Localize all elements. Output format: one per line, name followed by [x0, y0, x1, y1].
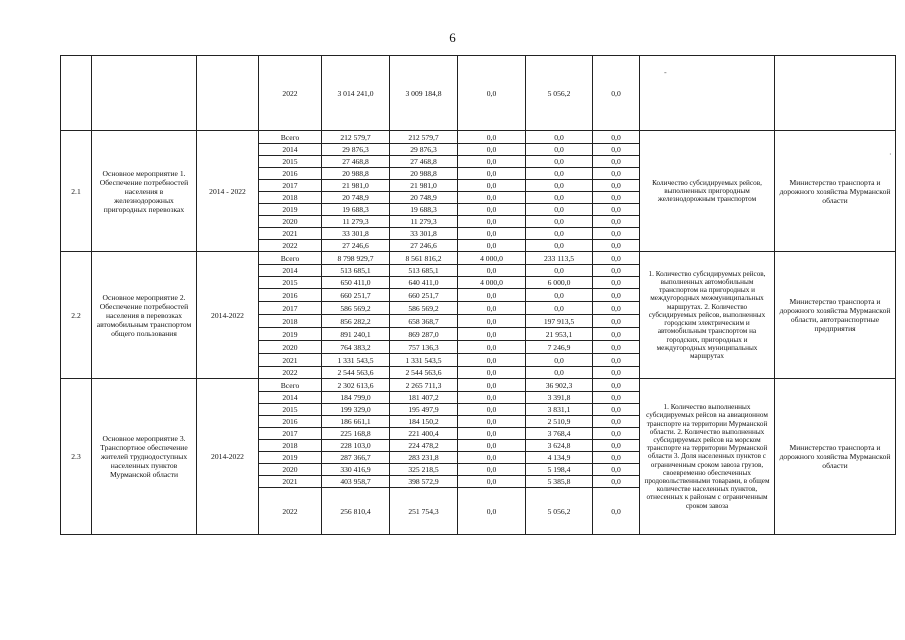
regional-cell: 251 754,3 [390, 488, 458, 535]
table-body [61, 56, 896, 535]
total-cell: 186 661,1 [322, 416, 390, 428]
regional-cell: 184 150,2 [390, 416, 458, 428]
year-cell: 2021 [259, 228, 322, 240]
year-cell: 2020 [259, 216, 322, 228]
year-cell: 2018 [259, 440, 322, 452]
page-number: 6 [449, 30, 456, 45]
year-cell: 2018 [259, 192, 322, 204]
period-cell [197, 56, 259, 131]
federal-cell: 0,0 [458, 216, 526, 228]
regional-cell: 658 368,7 [390, 315, 458, 328]
total-cell: 21 981,0 [322, 180, 390, 192]
indicator-cell [640, 56, 775, 131]
other-cell: 0,0 [593, 379, 640, 392]
other-cell: 0,0 [593, 168, 640, 180]
table-row [61, 379, 896, 392]
year-cell: 2017 [259, 428, 322, 440]
row-number-cell: 2.2 [61, 252, 92, 379]
municipal-cell: 197 913,5 [526, 315, 593, 328]
executor-cell: Министерство транспорта и дорожного хозяйства Мурманской области [775, 379, 896, 535]
municipal-cell: 0,0 [526, 354, 593, 367]
municipal-cell: 0,0 [526, 228, 593, 240]
federal-cell: 0,0 [458, 302, 526, 315]
municipal-cell: 233 113,5 [526, 252, 593, 265]
municipal-cell: 0,0 [526, 216, 593, 228]
table-row [61, 131, 896, 144]
regional-cell: 27 246,6 [390, 240, 458, 252]
municipal-cell: 5 056,2 [526, 56, 593, 131]
municipal-cell: 5 385,8 [526, 476, 593, 488]
regional-cell: 660 251,7 [390, 289, 458, 302]
federal-cell: 4 000,0 [458, 277, 526, 289]
federal-cell: 0,0 [458, 131, 526, 144]
municipal-cell: 36 902,3 [526, 379, 593, 392]
activity-cell [92, 56, 197, 131]
federal-cell: 0,0 [458, 379, 526, 392]
federal-cell: 0,0 [458, 328, 526, 341]
municipal-cell: 0,0 [526, 204, 593, 216]
federal-cell: 0,0 [458, 392, 526, 404]
federal-cell: 0,0 [458, 341, 526, 354]
federal-cell: 0,0 [458, 228, 526, 240]
year-cell: 2018 [259, 315, 322, 328]
year-cell: Всего [259, 379, 322, 392]
activity-cell: Основное мероприятие 2. Обеспечение потребностей населения в перевозках автомобильным транспортом общего пользования [92, 252, 197, 379]
total-cell: 228 103,0 [322, 440, 390, 452]
federal-cell: 0,0 [458, 476, 526, 488]
executor-cell: Министерство транспорта и дорожного хозяйства Мурманской области [775, 131, 896, 252]
indicator-cell: 1. Количество выполненных субсидируемых рейсов на авиационном транспорте на территории Мурманской области. 2. Количество выполненных субсидируемых рейсов на морском транспорте на территории Мурманской области 3. Доля населенных пунктов с ограниченным сроком завоза грузов, своевременно обеспеченных продовольственными товарами, в общем количестве населенных пунктов, отнесенных к районам с ограниченным сроком завоза [640, 379, 775, 535]
municipal-cell: 3 831,1 [526, 404, 593, 416]
other-cell: 0,0 [593, 180, 640, 192]
total-cell: 2 544 563,6 [322, 367, 390, 379]
year-cell: 2016 [259, 168, 322, 180]
other-cell: 0,0 [593, 328, 640, 341]
municipal-cell: 7 246,9 [526, 341, 593, 354]
municipal-cell: 0,0 [526, 180, 593, 192]
row-number-cell: 2.1 [61, 131, 92, 252]
total-cell: 225 168,8 [322, 428, 390, 440]
year-cell: 2019 [259, 452, 322, 464]
regional-cell: 221 400,4 [390, 428, 458, 440]
regional-cell: 869 287,0 [390, 328, 458, 341]
year-cell: 2022 [259, 488, 322, 535]
year-cell: 2014 [259, 144, 322, 156]
year-cell: 2021 [259, 354, 322, 367]
executor-cell [775, 56, 896, 131]
year-cell: Всего [259, 252, 322, 265]
federal-cell: 0,0 [458, 289, 526, 302]
federal-cell: 0,0 [458, 168, 526, 180]
municipal-cell: 0,0 [526, 265, 593, 277]
row-number-cell [61, 56, 92, 131]
other-cell: 0,0 [593, 428, 640, 440]
federal-cell: 0,0 [458, 488, 526, 535]
regional-cell: 33 301,8 [390, 228, 458, 240]
regional-cell: 2 544 563,6 [390, 367, 458, 379]
municipal-cell: 21 953,1 [526, 328, 593, 341]
other-cell: 0,0 [593, 56, 640, 131]
total-cell: 20 748,9 [322, 192, 390, 204]
total-cell: 20 988,8 [322, 168, 390, 180]
other-cell: 0,0 [593, 416, 640, 428]
municipal-cell: 0,0 [526, 168, 593, 180]
executor-cell: Министерство транспорта и дорожного хозяйства Мурманской области, автотранспортные предприятия [775, 252, 896, 379]
total-cell: 764 383,2 [322, 341, 390, 354]
regional-cell: 398 572,9 [390, 476, 458, 488]
total-cell: 27 246,6 [322, 240, 390, 252]
federal-cell: 0,0 [458, 144, 526, 156]
scan-mark: - [664, 68, 667, 77]
municipal-cell: 3 624,8 [526, 440, 593, 452]
year-cell: 2020 [259, 464, 322, 476]
regional-cell: 29 876,3 [390, 144, 458, 156]
federal-cell: 0,0 [458, 315, 526, 328]
other-cell: 0,0 [593, 392, 640, 404]
federal-cell: 0,0 [458, 452, 526, 464]
year-cell: 2014 [259, 265, 322, 277]
regional-cell: 20 988,8 [390, 168, 458, 180]
municipal-cell: 0,0 [526, 131, 593, 144]
municipal-cell: 5 056,2 [526, 488, 593, 535]
other-cell: 0,0 [593, 488, 640, 535]
other-cell: 0,0 [593, 156, 640, 168]
total-cell: 199 329,0 [322, 404, 390, 416]
other-cell: 0,0 [593, 464, 640, 476]
table-row [61, 56, 896, 131]
total-cell: 856 282,2 [322, 315, 390, 328]
year-cell: 2015 [259, 404, 322, 416]
other-cell: 0,0 [593, 440, 640, 452]
regional-cell: 283 231,8 [390, 452, 458, 464]
other-cell: 0,0 [593, 252, 640, 265]
other-cell: 0,0 [593, 452, 640, 464]
federal-cell: 0,0 [458, 416, 526, 428]
year-cell: 2017 [259, 302, 322, 315]
year-cell: 2019 [259, 328, 322, 341]
other-cell: 0,0 [593, 315, 640, 328]
year-cell: 2022 [259, 240, 322, 252]
federal-cell: 0,0 [458, 204, 526, 216]
total-cell: 403 958,7 [322, 476, 390, 488]
federal-cell: 0,0 [458, 240, 526, 252]
municipal-cell: 4 134,9 [526, 452, 593, 464]
year-cell: 2016 [259, 416, 322, 428]
regional-cell: 212 579,7 [390, 131, 458, 144]
municipal-cell: 0,0 [526, 240, 593, 252]
municipal-cell: 6 000,0 [526, 277, 593, 289]
year-cell: Всего [259, 131, 322, 144]
year-cell: 2017 [259, 180, 322, 192]
total-cell: 586 569,2 [322, 302, 390, 315]
municipal-cell: 0,0 [526, 367, 593, 379]
year-cell: 2015 [259, 277, 322, 289]
municipal-cell: 0,0 [526, 144, 593, 156]
regional-cell: 3 009 184,8 [390, 56, 458, 131]
total-cell: 3 014 241,0 [322, 56, 390, 131]
year-cell: 2014 [259, 392, 322, 404]
federal-cell: 0,0 [458, 354, 526, 367]
row-number-cell: 2.3 [61, 379, 92, 535]
regional-cell: 181 407,2 [390, 392, 458, 404]
federal-cell: 0,0 [458, 192, 526, 204]
regional-cell: 11 279,3 [390, 216, 458, 228]
regional-cell: 27 468,8 [390, 156, 458, 168]
indicator-cell: 1. Количество субсидируемых рейсов, выполненных автомобильным транспортом на пригородных и междугородных межмуниципальных маршрутах. 2. Количество субсидируемых рейсов, выполненных городским электрическим и автомобильным транспортом на городских, пригородных и междугородных муниципальных маршрутах [640, 252, 775, 379]
year-cell: 2019 [259, 204, 322, 216]
regional-cell: 20 748,9 [390, 192, 458, 204]
year-cell: 2022 [259, 56, 322, 131]
other-cell: 0,0 [593, 404, 640, 416]
regional-cell: 2 265 711,3 [390, 379, 458, 392]
federal-cell: 4 000,0 [458, 252, 526, 265]
total-cell: 184 799,0 [322, 392, 390, 404]
federal-cell: 0,0 [458, 464, 526, 476]
other-cell: 0,0 [593, 277, 640, 289]
total-cell: 19 688,3 [322, 204, 390, 216]
activity-cell: Основное мероприятие 3. Транспортное обеспечение жителей труднодоступных населенных пунктов Мурманской области [92, 379, 197, 535]
total-cell: 8 798 929,7 [322, 252, 390, 265]
regional-cell: 640 411,0 [390, 277, 458, 289]
indicator-cell: Количество субсидируемых рейсов, выполненных пригородным железнодорожным транспортом [640, 131, 775, 252]
other-cell: 0,0 [593, 240, 640, 252]
other-cell: 0,0 [593, 192, 640, 204]
total-cell: 212 579,7 [322, 131, 390, 144]
total-cell: 256 810,4 [322, 488, 390, 535]
other-cell: 0,0 [593, 354, 640, 367]
total-cell: 891 240,1 [322, 328, 390, 341]
regional-cell: 586 569,2 [390, 302, 458, 315]
year-cell: 2016 [259, 289, 322, 302]
total-cell: 650 411,0 [322, 277, 390, 289]
other-cell: 0,0 [593, 228, 640, 240]
period-cell: 2014 - 2022 [197, 131, 259, 252]
regional-cell: 21 981,0 [390, 180, 458, 192]
year-cell: 2021 [259, 476, 322, 488]
total-cell: 287 366,7 [322, 452, 390, 464]
activity-cell: Основное мероприятие 1. Обеспечение потребностей населения в железнодорожных пригородных перевозках [92, 131, 197, 252]
federal-cell: 0,0 [458, 367, 526, 379]
other-cell: 0,0 [593, 131, 640, 144]
period-cell: 2014-2022 [197, 379, 259, 535]
other-cell: 0,0 [593, 302, 640, 315]
year-cell: 2020 [259, 341, 322, 354]
scan-mark: · [889, 150, 892, 159]
other-cell: 0,0 [593, 289, 640, 302]
regional-cell: 195 497,9 [390, 404, 458, 416]
year-cell: 2015 [259, 156, 322, 168]
total-cell: 513 685,1 [322, 265, 390, 277]
federal-cell: 0,0 [458, 180, 526, 192]
program-table [60, 55, 896, 535]
other-cell: 0,0 [593, 367, 640, 379]
federal-cell: 0,0 [458, 56, 526, 131]
municipal-cell: 2 510,9 [526, 416, 593, 428]
municipal-cell: 0,0 [526, 192, 593, 204]
municipal-cell: 0,0 [526, 289, 593, 302]
municipal-cell: 0,0 [526, 302, 593, 315]
municipal-cell: 0,0 [526, 156, 593, 168]
other-cell: 0,0 [593, 341, 640, 354]
other-cell: 0,0 [593, 216, 640, 228]
municipal-cell: 3 391,8 [526, 392, 593, 404]
federal-cell: 0,0 [458, 428, 526, 440]
table-row [61, 252, 896, 265]
total-cell: 11 279,3 [322, 216, 390, 228]
municipal-cell: 5 198,4 [526, 464, 593, 476]
federal-cell: 0,0 [458, 265, 526, 277]
federal-cell: 0,0 [458, 440, 526, 452]
regional-cell: 8 561 816,2 [390, 252, 458, 265]
other-cell: 0,0 [593, 476, 640, 488]
regional-cell: 325 218,5 [390, 464, 458, 476]
total-cell: 33 301,8 [322, 228, 390, 240]
other-cell: 0,0 [593, 144, 640, 156]
regional-cell: 1 331 543,5 [390, 354, 458, 367]
regional-cell: 224 478,2 [390, 440, 458, 452]
regional-cell: 19 688,3 [390, 204, 458, 216]
total-cell: 29 876,3 [322, 144, 390, 156]
total-cell: 2 302 613,6 [322, 379, 390, 392]
regional-cell: 513 685,1 [390, 265, 458, 277]
regional-cell: 757 136,3 [390, 341, 458, 354]
federal-cell: 0,0 [458, 404, 526, 416]
other-cell: 0,0 [593, 265, 640, 277]
total-cell: 660 251,7 [322, 289, 390, 302]
total-cell: 27 468,8 [322, 156, 390, 168]
year-cell: 2022 [259, 367, 322, 379]
total-cell: 1 331 543,5 [322, 354, 390, 367]
period-cell: 2014-2022 [197, 252, 259, 379]
other-cell: 0,0 [593, 204, 640, 216]
federal-cell: 0,0 [458, 156, 526, 168]
municipal-cell: 3 768,4 [526, 428, 593, 440]
total-cell: 330 416,9 [322, 464, 390, 476]
